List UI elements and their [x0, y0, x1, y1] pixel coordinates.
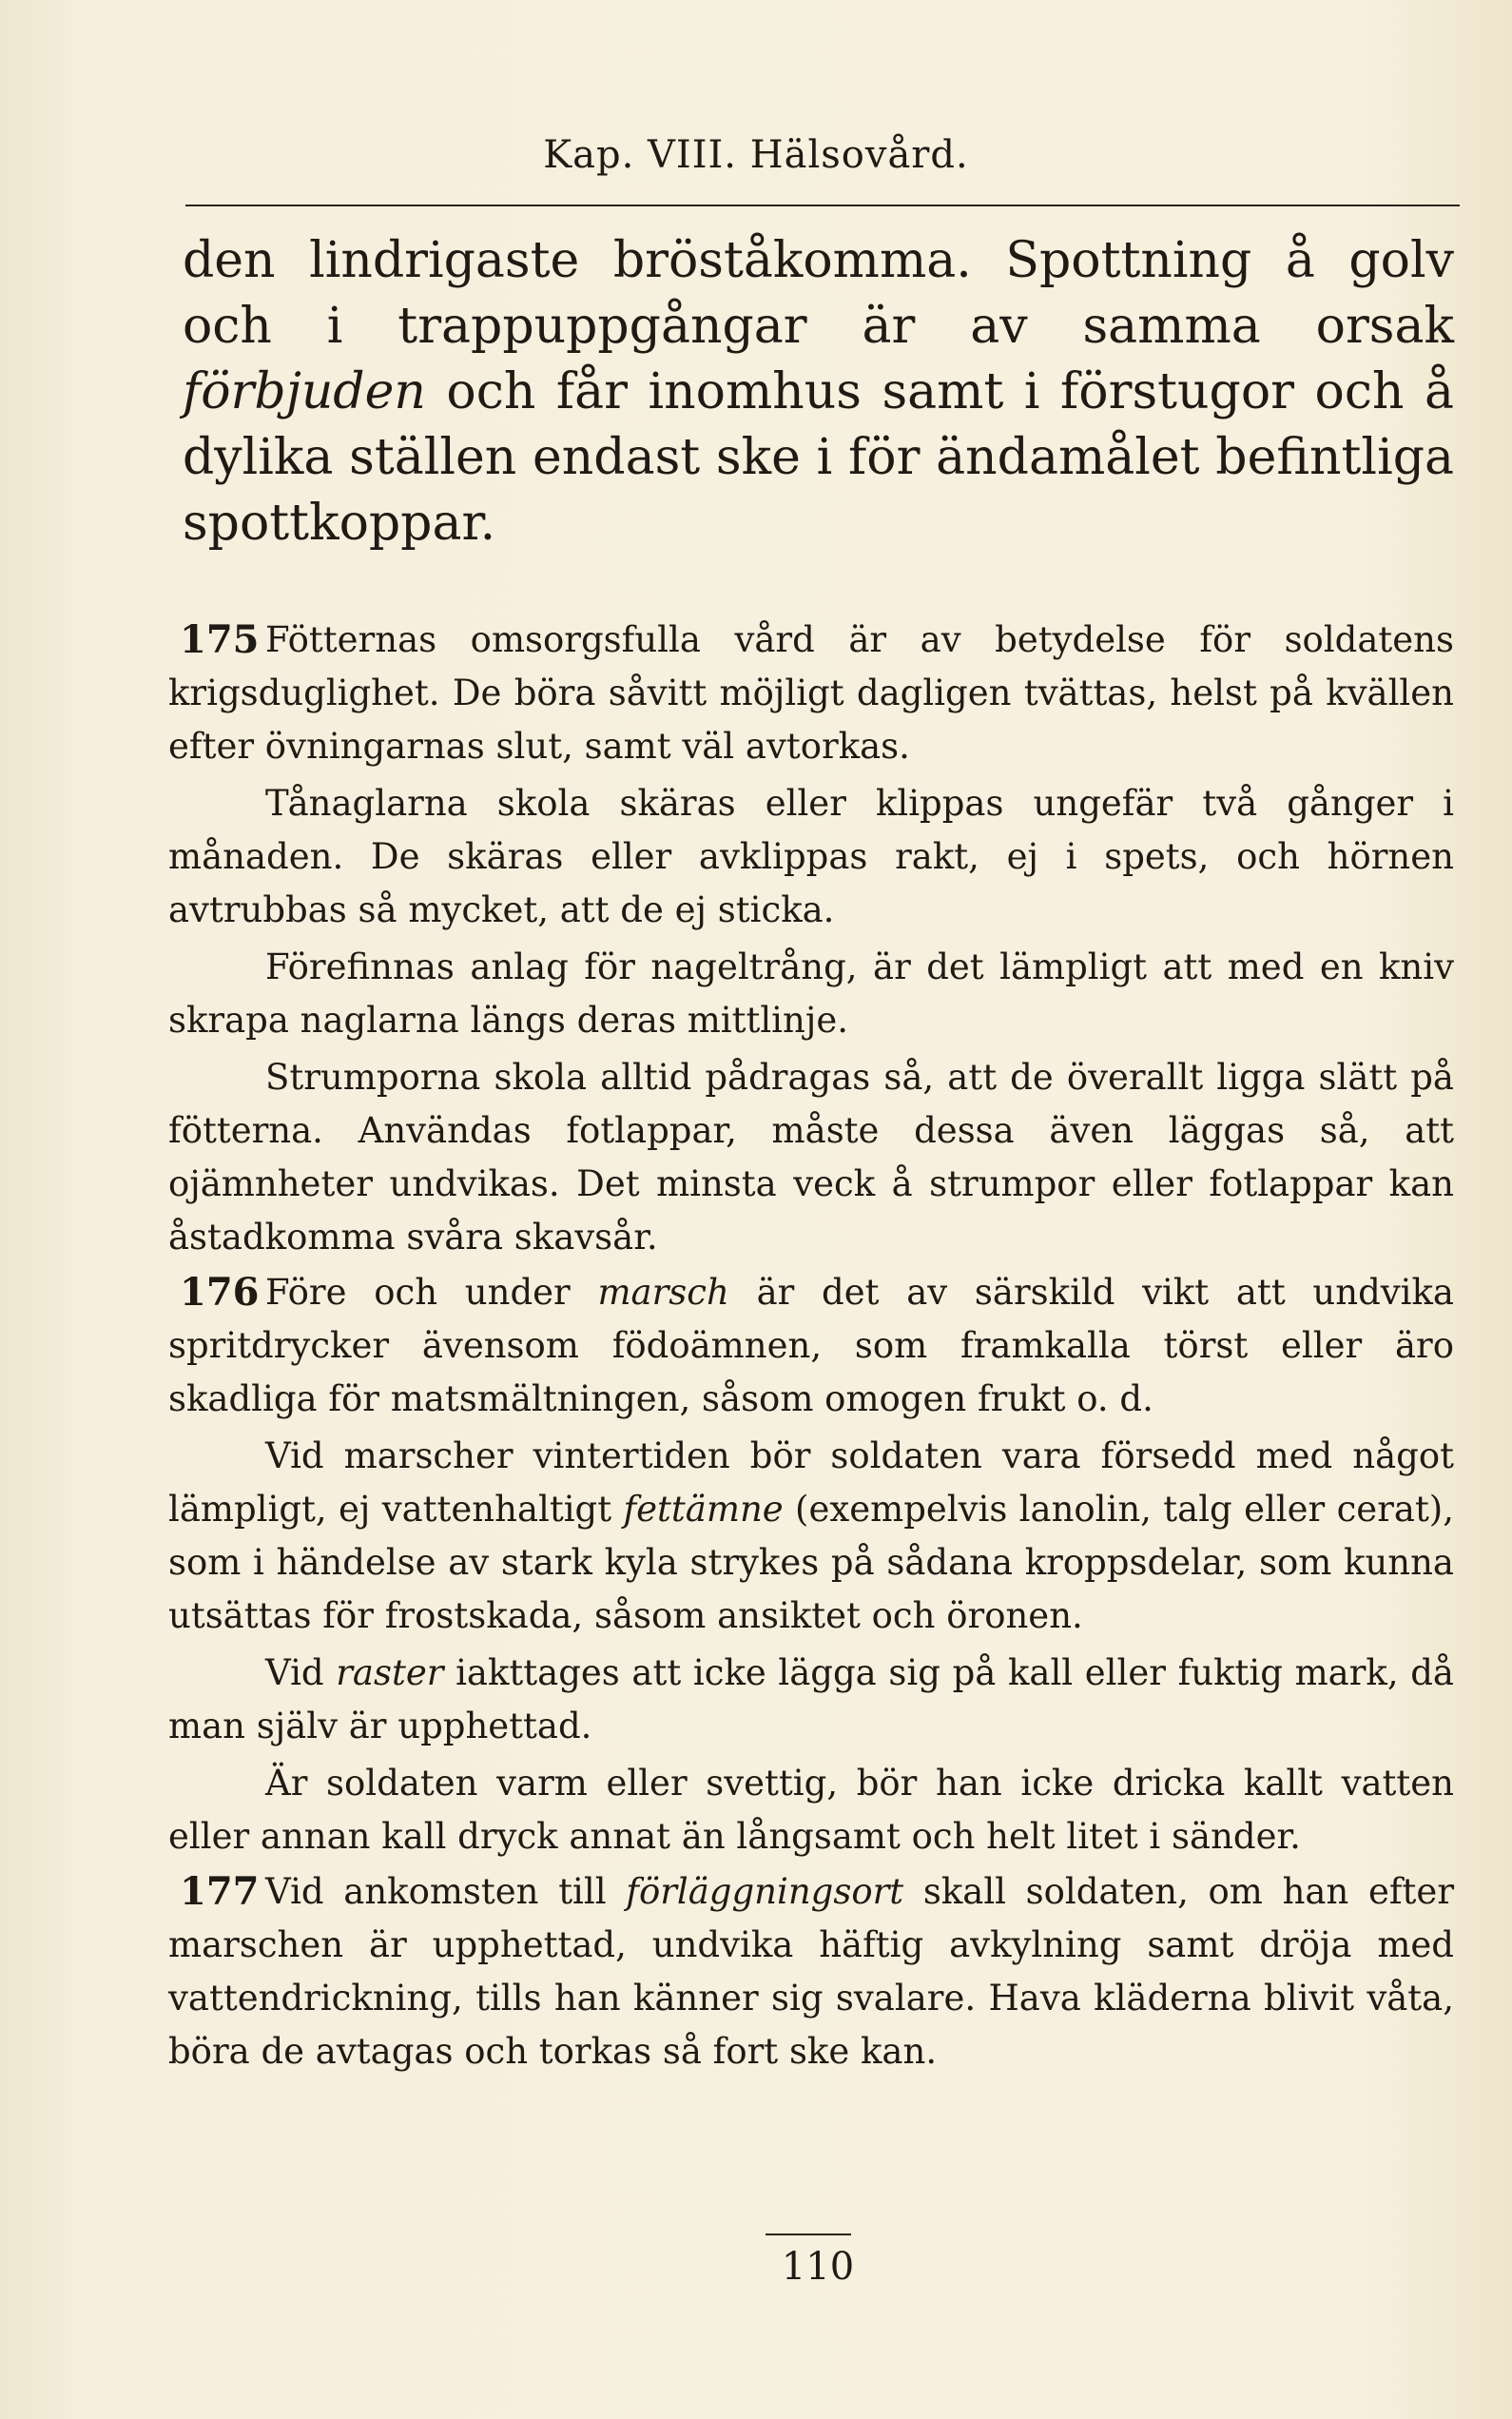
- paragraph-text: [168, 1430, 1454, 1643]
- paragraph-text: Strumporna skola alltid pådragas så, att de överallt ligga slätt på fötterna. Användas fotlappar, måste dessa även läggas så, att ojämnheter undvikas. Det minsta veck å strumpor eller fotlappar kan åstadkomma svåra skavsår.: [168, 1057, 1454, 1258]
- text-span: Vid: [265, 1652, 337, 1693]
- text-span: Fötternas omsorgsfulla vård är av betydelse för soldatens krigsduglighet. De böra såvitt möjligt dagligen tvättas, helst på kvällen efter övningarnas slut, samt väl avtorkas.: [168, 619, 1454, 767]
- paragraph-175: [168, 614, 1454, 773]
- paragraph-number: 176: [180, 1270, 260, 1315]
- page-number: 110: [781, 2245, 855, 2289]
- continued-paragraph: [183, 228, 1454, 556]
- continued-text: [183, 228, 1454, 556]
- paragraph-number: 177: [180, 1869, 260, 1914]
- header-rule: [185, 205, 1460, 206]
- paragraph-177: [168, 1865, 1454, 2078]
- text-span: Före och under: [265, 1272, 598, 1313]
- italic-term: raster: [336, 1652, 444, 1693]
- text-span: Vid ankomsten till: [265, 1871, 627, 1912]
- paragraph-176: [168, 1266, 1454, 1426]
- text-span: (exempelvis lanolin, talg eller cerat), som i händelse av stark kyla strykes på sådana kroppsdelar, som kunna utsättas för frostskada, såsom ansiktet och öronen.: [168, 1489, 1455, 1636]
- text-span: Vid marscher vintertiden bör soldaten vara försedd med något lämpligt, ej vattenhaltigt: [168, 1435, 1454, 1530]
- italic-term: fettämne: [623, 1489, 784, 1530]
- paragraph-text: Tånaglarna skola skäras eller klippas ungefär två gånger i månaden. De skäras eller avklippas rakt, ej i spets, och hörnen avtrubbas så mycket, att de ej sticka.: [168, 783, 1454, 930]
- paragraph-number: 175: [180, 617, 260, 662]
- text-span: den lindrigaste bröståkomma. Spottning å golv och i trappuppgångar är av samma orsak: [183, 232, 1454, 355]
- body-text: [168, 614, 1454, 2078]
- italic-term: marsch: [597, 1272, 729, 1313]
- paragraph-text: [168, 1647, 1454, 1753]
- text-span: är det av särskild vikt att undvika spritdrycker ävensom födoämnen, som framkalla törst eller äro skadliga för matsmältningen, såsom omogen frukt o. d.: [168, 1272, 1454, 1419]
- text-span: skall soldaten, om han efter marschen är upphettad, undvika häftig avkylning samt dröja med vattendrickning, tills han känner sig svalare. Hava kläderna blivit våta, böra de avtagas och torkas så fort ske kan.: [168, 1871, 1455, 2072]
- text-span: iakttages att icke lägga sig på kall eller fuktig mark, då man själv är upphettad.: [168, 1652, 1454, 1746]
- italic-term: förbjuden: [183, 363, 426, 420]
- italic-term: förläggningsort: [626, 1871, 904, 1912]
- paragraph-text: Förefinnas anlag för nageltrång, är det lämpligt att med en kniv skrapa naglarna längs deras mittlinje.: [168, 946, 1454, 1041]
- paragraph-text: Är soldaten varm eller svettig, bör han icke dricka kallt vatten eller annan kall dryck annat än långsamt och helt litet i sänder.: [168, 1763, 1454, 1857]
- running-header: Kap. VIII. Hälsovård.: [543, 133, 969, 177]
- footer-rule: [766, 2234, 851, 2235]
- text-span: och får inomhus samt i förstugor och å dylika ställen endast ske i för ändamålet befintliga spottkoppar.: [183, 363, 1454, 552]
